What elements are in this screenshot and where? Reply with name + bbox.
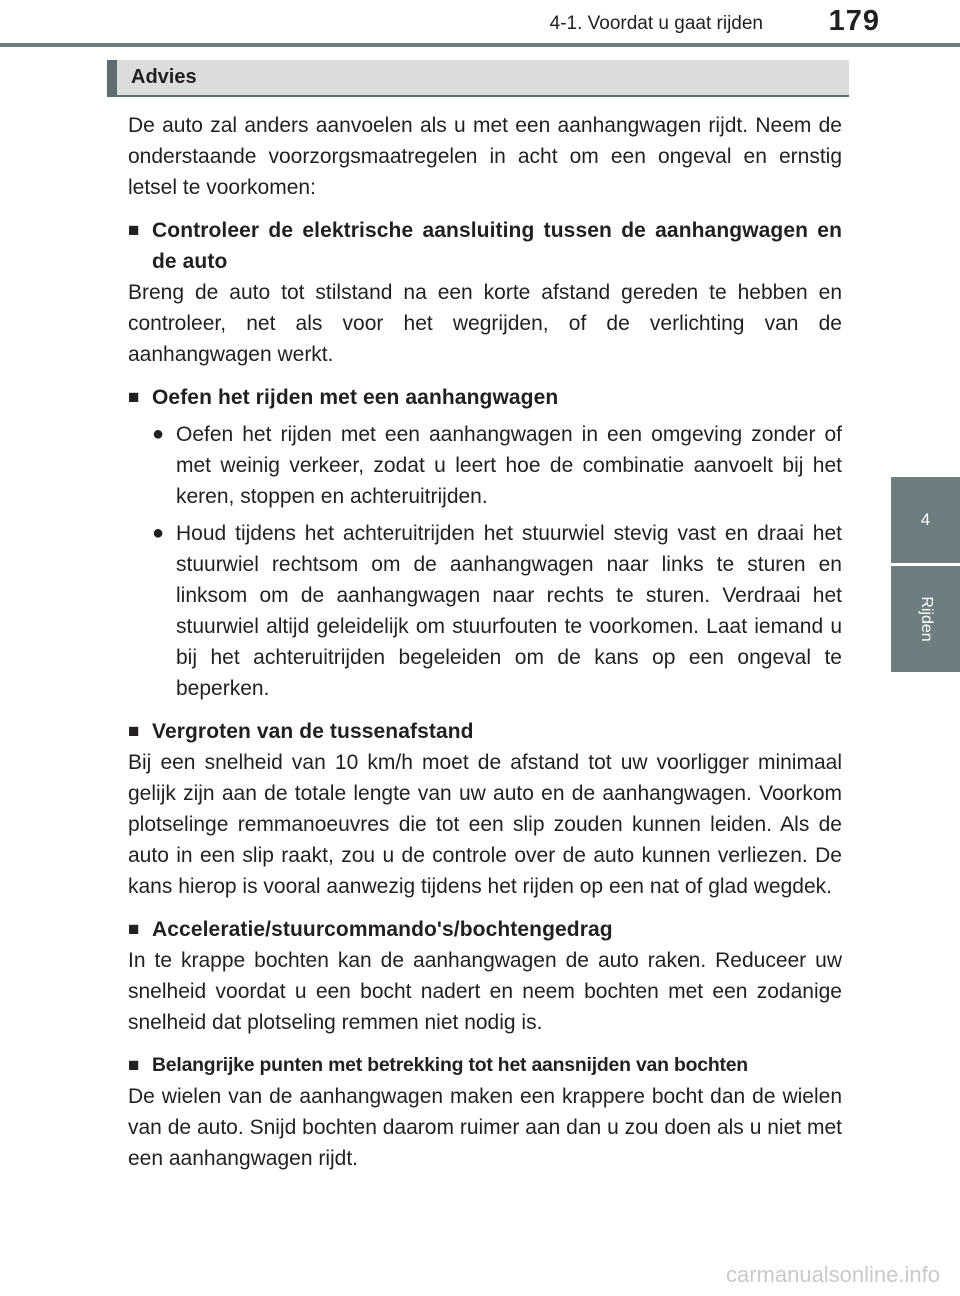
section-heading: [128, 914, 842, 945]
section-cornering: [128, 1050, 842, 1174]
section-heading-text: Acceleratie/stuurcommando's/bochtengedrag: [152, 918, 613, 941]
section-electrical-connection: [128, 215, 842, 370]
section-body: Bij een snelheid van 10 km/h moet de afstand tot uw voorligger minimaal gelijk zijn aan de totale lengte van uw auto en de aanhangwagen. Voorkom plotselinge remmanoeuvres die tot een slip zouden kunnen leiden. Als de auto in een slip raakt, zou u de controle over de auto kunnen verliezen. De kans hierop is vooral aanwezig tijdens het rijden op een nat of glad wegdek.: [128, 751, 842, 898]
chapter-number: 4: [920, 510, 931, 529]
section-heading-text: Oefen het rijden met een aanhangwagen: [152, 386, 559, 409]
chapter-tab-label: [891, 566, 960, 672]
section-body: De wielen van de aanhangwagen maken een krappere bocht dan de wielen van de auto. Snijd bochten daarom ruimer aan dan u zou doen als u niet met een aanhangwagen rijdt.: [128, 1085, 842, 1170]
header-section-title: 4-1. Voordat u gaat rijden: [549, 13, 763, 34]
advies-content: [128, 110, 842, 1174]
section-following-distance: [128, 716, 842, 902]
section-body: In te krappe bochten kan de aanhangwagen de auto raken. Reduceer uw snelheid voordat u een bocht nadert en neem bochten met een zodanige snelheid dat plotseling remmen niet nodig is.: [128, 949, 842, 1034]
section-heading: [128, 215, 842, 277]
advies-intro: De auto zal anders aanvoelen als u met een aanhangwagen rijdt. Neem de onderstaande voorzorgsmaatregelen in acht om een ongeval en ernstig letsel te voorkomen:: [128, 114, 842, 199]
section-acceleration-steering: [128, 914, 842, 1038]
square-bullet-icon: ■: [128, 387, 140, 408]
list-item-text: Oefen het rijden met een aanhangwagen in een omgeving zonder of met weinig verkeer, zodat u leert hoe de combinatie aanvoelt bij het keren, stoppen en achteruitrijden.: [176, 423, 842, 508]
section-practice-driving: [128, 382, 842, 704]
section-body: Breng de auto tot stilstand na een korte afstand gereden te hebben en controleer, net als voor het wegrijden, of de verlichting van de aanhangwagen werkt.: [128, 281, 842, 366]
advies-title: Advies: [131, 66, 197, 88]
section-heading-text: Vergroten van de tussenafstand: [152, 720, 474, 743]
chapter-tab-number: [891, 477, 960, 563]
section-heading-text: Controleer de elektrische aansluiting tussen de aanhangwagen en de auto: [152, 219, 842, 273]
list-item: [152, 518, 842, 704]
square-bullet-icon: ■: [128, 721, 140, 742]
round-bullet-icon: ●: [152, 522, 165, 544]
advies-heading-box: [107, 60, 849, 97]
watermark: carmanualsonline.info: [725, 1262, 940, 1287]
square-bullet-icon: ■: [128, 1055, 140, 1076]
page-number: 179: [828, 5, 880, 37]
list-item: [152, 419, 842, 512]
section-heading: [128, 1050, 842, 1081]
chapter-label: Rijden: [917, 596, 935, 642]
section-heading: [128, 382, 842, 413]
round-bullet-icon: ●: [152, 423, 165, 445]
list-item-text: Houd tijdens het achteruitrijden het stuurwiel stevig vast en draai het stuurwiel rechtsom om de aanhangwagen naar links te sturen en linksom om de aanhangwagen naar rechts te sturen. Verdraai het stuurwiel altijd geleidelijk om stuurfouten te voorkomen. Laat iemand u bij het achteruitrijden begeleiden om de kans op een ongeval te beperken.: [176, 522, 842, 700]
square-bullet-icon: ■: [128, 919, 140, 940]
section-heading: [128, 716, 842, 747]
section-heading-text: Belangrijke punten met betrekking tot het aansnijden van bochten: [152, 1054, 748, 1076]
header-rule: [0, 43, 960, 47]
square-bullet-icon: ■: [128, 220, 140, 241]
